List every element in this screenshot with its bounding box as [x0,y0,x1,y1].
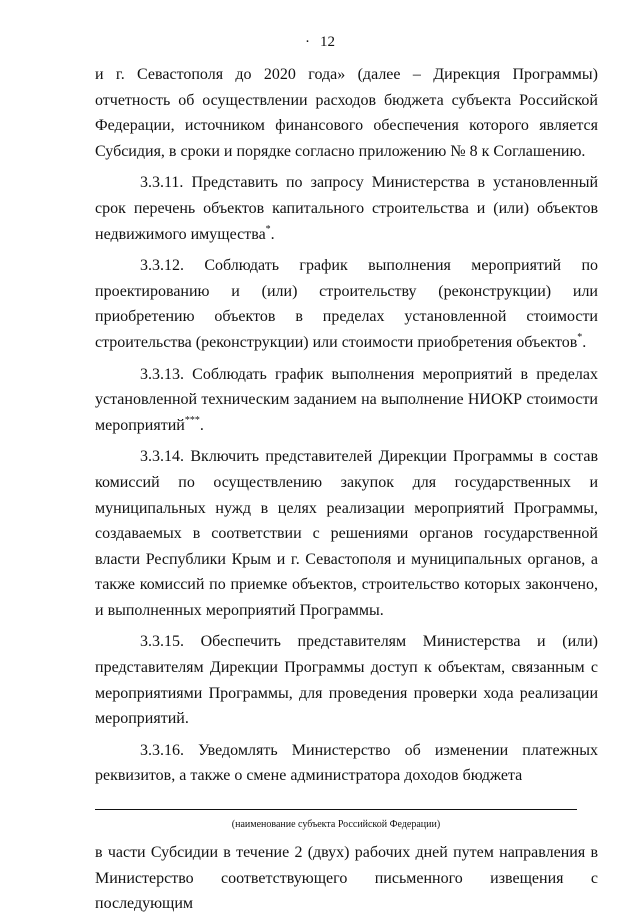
paragraph-3-3-16: 3.3.16. Уведомлять Министерство об изменении платежных реквизитов, а также о смене администратора доходов бюджета [95,741,598,785]
document-body [95,62,598,917]
footnote-mark: * [265,223,271,235]
paragraph-end: . [582,333,587,351]
page-number-mark: · [305,34,310,50]
paragraph-3-3-13 [95,362,598,439]
paragraph-3-3-14: 3.3.14. Включить представителей Дирекции Программы в состав комиссий по осуществлению закупок для государственных и муниципальных нужд в целях реализации мероприятий Программы, создаваемых в соответствии с решениями органов государственной власти Республики Крым и г. Севастополя и муниципальных органов, а также комиссий по приемке объектов, строительство которых закончено, и выполненных мероприятий Программы. [95,448,598,619]
paragraph-text: 3.3.11. Представить по запросу Министерства в установленный срок перечень объектов капитального строительства и (или) объектов недвижимого имущества [95,174,598,243]
footnote-mark: *** [184,414,200,426]
blank-caption: (наименование субъекта Российской Федерации) [231,819,441,831]
paragraph-3-3-11 [95,170,598,247]
footnote-mark: * [577,331,583,343]
paragraph-text: 3.3.12. Соблюдать график выполнения мероприятий по проектированию и (или) строительству (реконструкции) или приобретению объектов в пределах установленной стоимости строительства (реконструкции) или стоимости приобретения объектов [95,257,598,351]
paragraph-end: . [199,416,204,434]
paragraph-continuation: и г. Севастополя до 2020 года» (далее – Дирекция Программы) отчетность об осуществлении расходов бюджета субъекта Российской Федерации, источником финансового обеспечения которого является Субсидия, в сроки и порядке согласно приложению № 8 к Соглашению. [95,66,598,160]
blank-fill-line [95,809,577,810]
paragraph-text: 3.3.13. Соблюдать график выполнения мероприятий в пределах установленной техническим заданием на выполнение НИОКР стоимости мероприятий [95,365,598,434]
paragraph-end: . [270,225,275,243]
paragraph-3-3-15: 3.3.15. Обеспечить представителям Министерства и (или) представителям Дирекции Программы доступ к объектам, связанным с мероприятиями Программы, для проведения проверки хода реализации мероприятий. [95,633,598,728]
page-number-header [0,34,640,51]
paragraph-continuation-end: в части Субсидии в течение 2 (двух) рабочих дней путем направления в Министерство соответствующего письменного извещения с последующим [95,844,598,913]
paragraph-3-3-12 [95,253,598,355]
page-number: 12 [320,34,335,50]
